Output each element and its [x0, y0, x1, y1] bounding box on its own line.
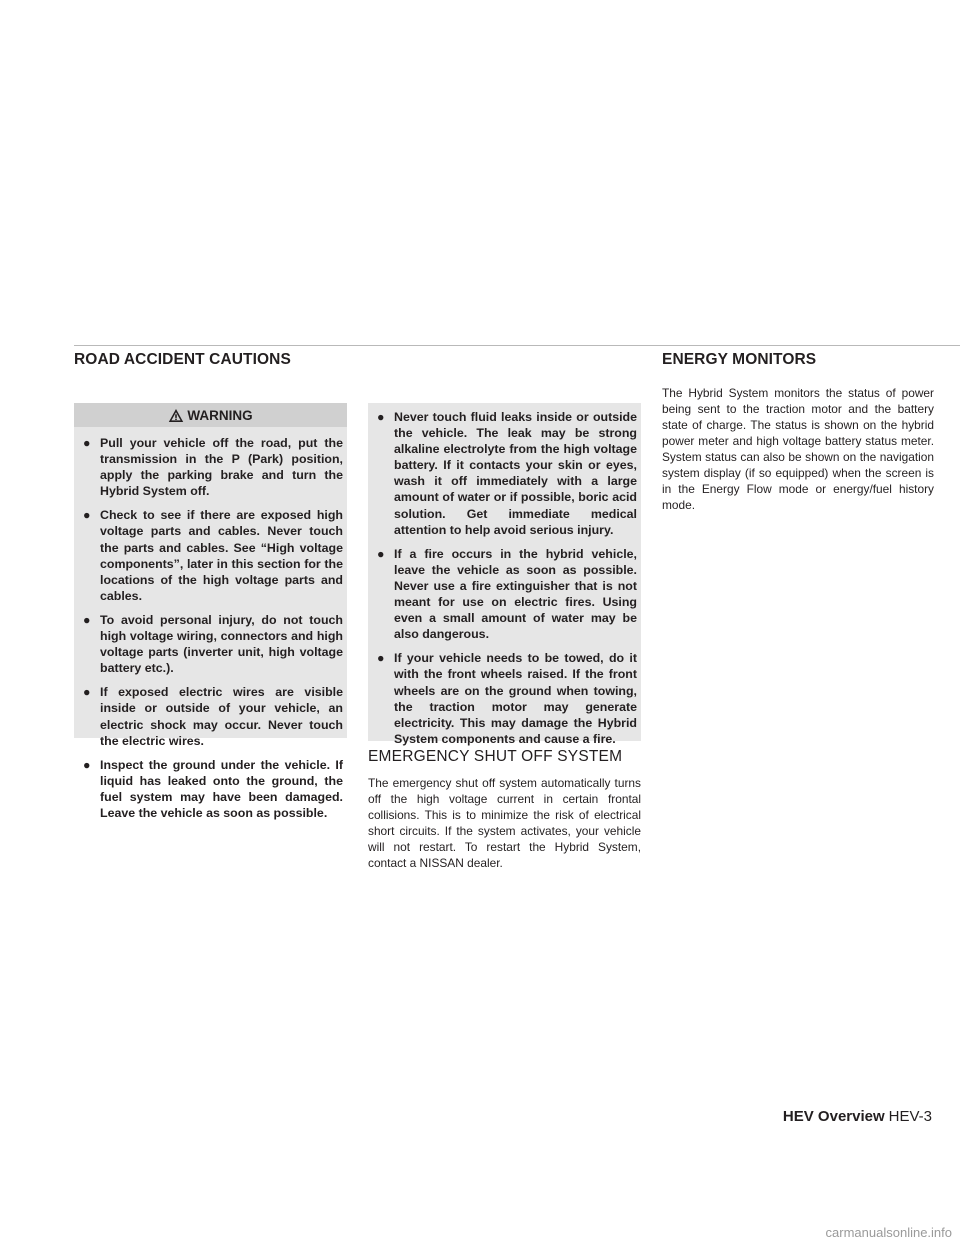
- bullet-icon: ●: [83, 685, 91, 700]
- warning-item: ● If your vehicle needs to be towed, do it with the front wheels raised. If the front wheels are on the ground when towing, the traction motor may generate electricity. This may damage the Hybrid System components and cause a fire.: [377, 651, 637, 746]
- bullet-icon: ●: [83, 508, 91, 523]
- energy-monitors-paragraph: The Hybrid System monitors the status of power being sent to the traction motor and the battery state of charge. The status is shown on the hybrid power meter and high voltage battery status meter. System status can also be shown on the navigation system display (if so equipped) when the screen is in the Energy Flow mode or energy/fuel history mode.: [662, 386, 934, 512]
- bullet-icon: ●: [83, 436, 91, 450]
- heading-energy-monitors: ENERGY MONITORS: [662, 351, 817, 368]
- page-footer: [783, 1108, 932, 1125]
- bullet-icon: ●: [377, 651, 385, 666]
- heading-emergency-shut-off-system: EMERGENCY SHUT OFF SYSTEM: [368, 748, 623, 765]
- emergency-shut-off-paragraph: The emergency shut off system automatically turns off the high voltage current in certain frontal collisions. This is to minimize the risk of electrical short circuits. If the system activates, your vehicle will not restart. To restart the Hybrid System, contact a NISSAN dealer.: [368, 776, 641, 870]
- warning-label: WARNING: [187, 407, 253, 423]
- warning-list-column2: [377, 409, 637, 755]
- section-divider: [74, 345, 960, 346]
- warning-item: ● Check to see if there are exposed high voltage parts and cables. Never touch the parts and cables. See “High voltage components”, later in this section for the locations of the high voltage parts and cables.: [83, 508, 343, 603]
- footer-section-name: HEV Overview: [782, 1108, 885, 1125]
- bullet-icon: ●: [377, 546, 385, 561]
- warning-header: [74, 403, 347, 427]
- warning-item: ● If exposed electric wires are visible inside or outside of your vehicle, an electric shock may occur. Never touch the electric wires.: [83, 685, 343, 748]
- bullet-icon: ●: [83, 612, 91, 627]
- warning-item: ● Inspect the ground under the vehicle. If liquid has leaked onto the ground, the fuel system may have been damaged. Leave the vehicle as soon as possible.: [83, 757, 343, 820]
- bullet-icon: ●: [83, 757, 91, 772]
- warning-item: ● To avoid personal injury, do not touch high voltage wiring, connectors and high voltage parts (inverter unit, high voltage battery etc.).: [83, 612, 343, 676]
- footer-page-number: HEV-3: [888, 1108, 932, 1125]
- warning-list-column1: [83, 435, 343, 829]
- warning-item: ● Pull your vehicle off the road, put the transmission in the P (Park) position, apply the parking brake and turn the Hybrid System off.: [83, 436, 343, 499]
- warning-item: ● Never touch fluid leaks inside or outside the vehicle. The leak may be strong alkaline electrolyte from the high voltage battery. If it contacts your skin or eyes, wash it off immediately with a large amount of water or if possible, boric acid solution. Get immediate medical attention to help avoid serious injury.: [377, 410, 637, 537]
- bullet-icon: ●: [377, 410, 385, 424]
- heading-road-accident-cautions: ROAD ACCIDENT CAUTIONS: [74, 351, 291, 368]
- warning-item: ● If a fire occurs in the hybrid vehicle, leave the vehicle as soon as possible. Never use a fire extinguisher that is not meant for use on electric fires. Using even a small amount of water may be also dangerous.: [377, 546, 637, 642]
- watermark: carmanualsonline.info: [825, 1225, 952, 1240]
- warning-triangle-icon: [168, 408, 184, 423]
